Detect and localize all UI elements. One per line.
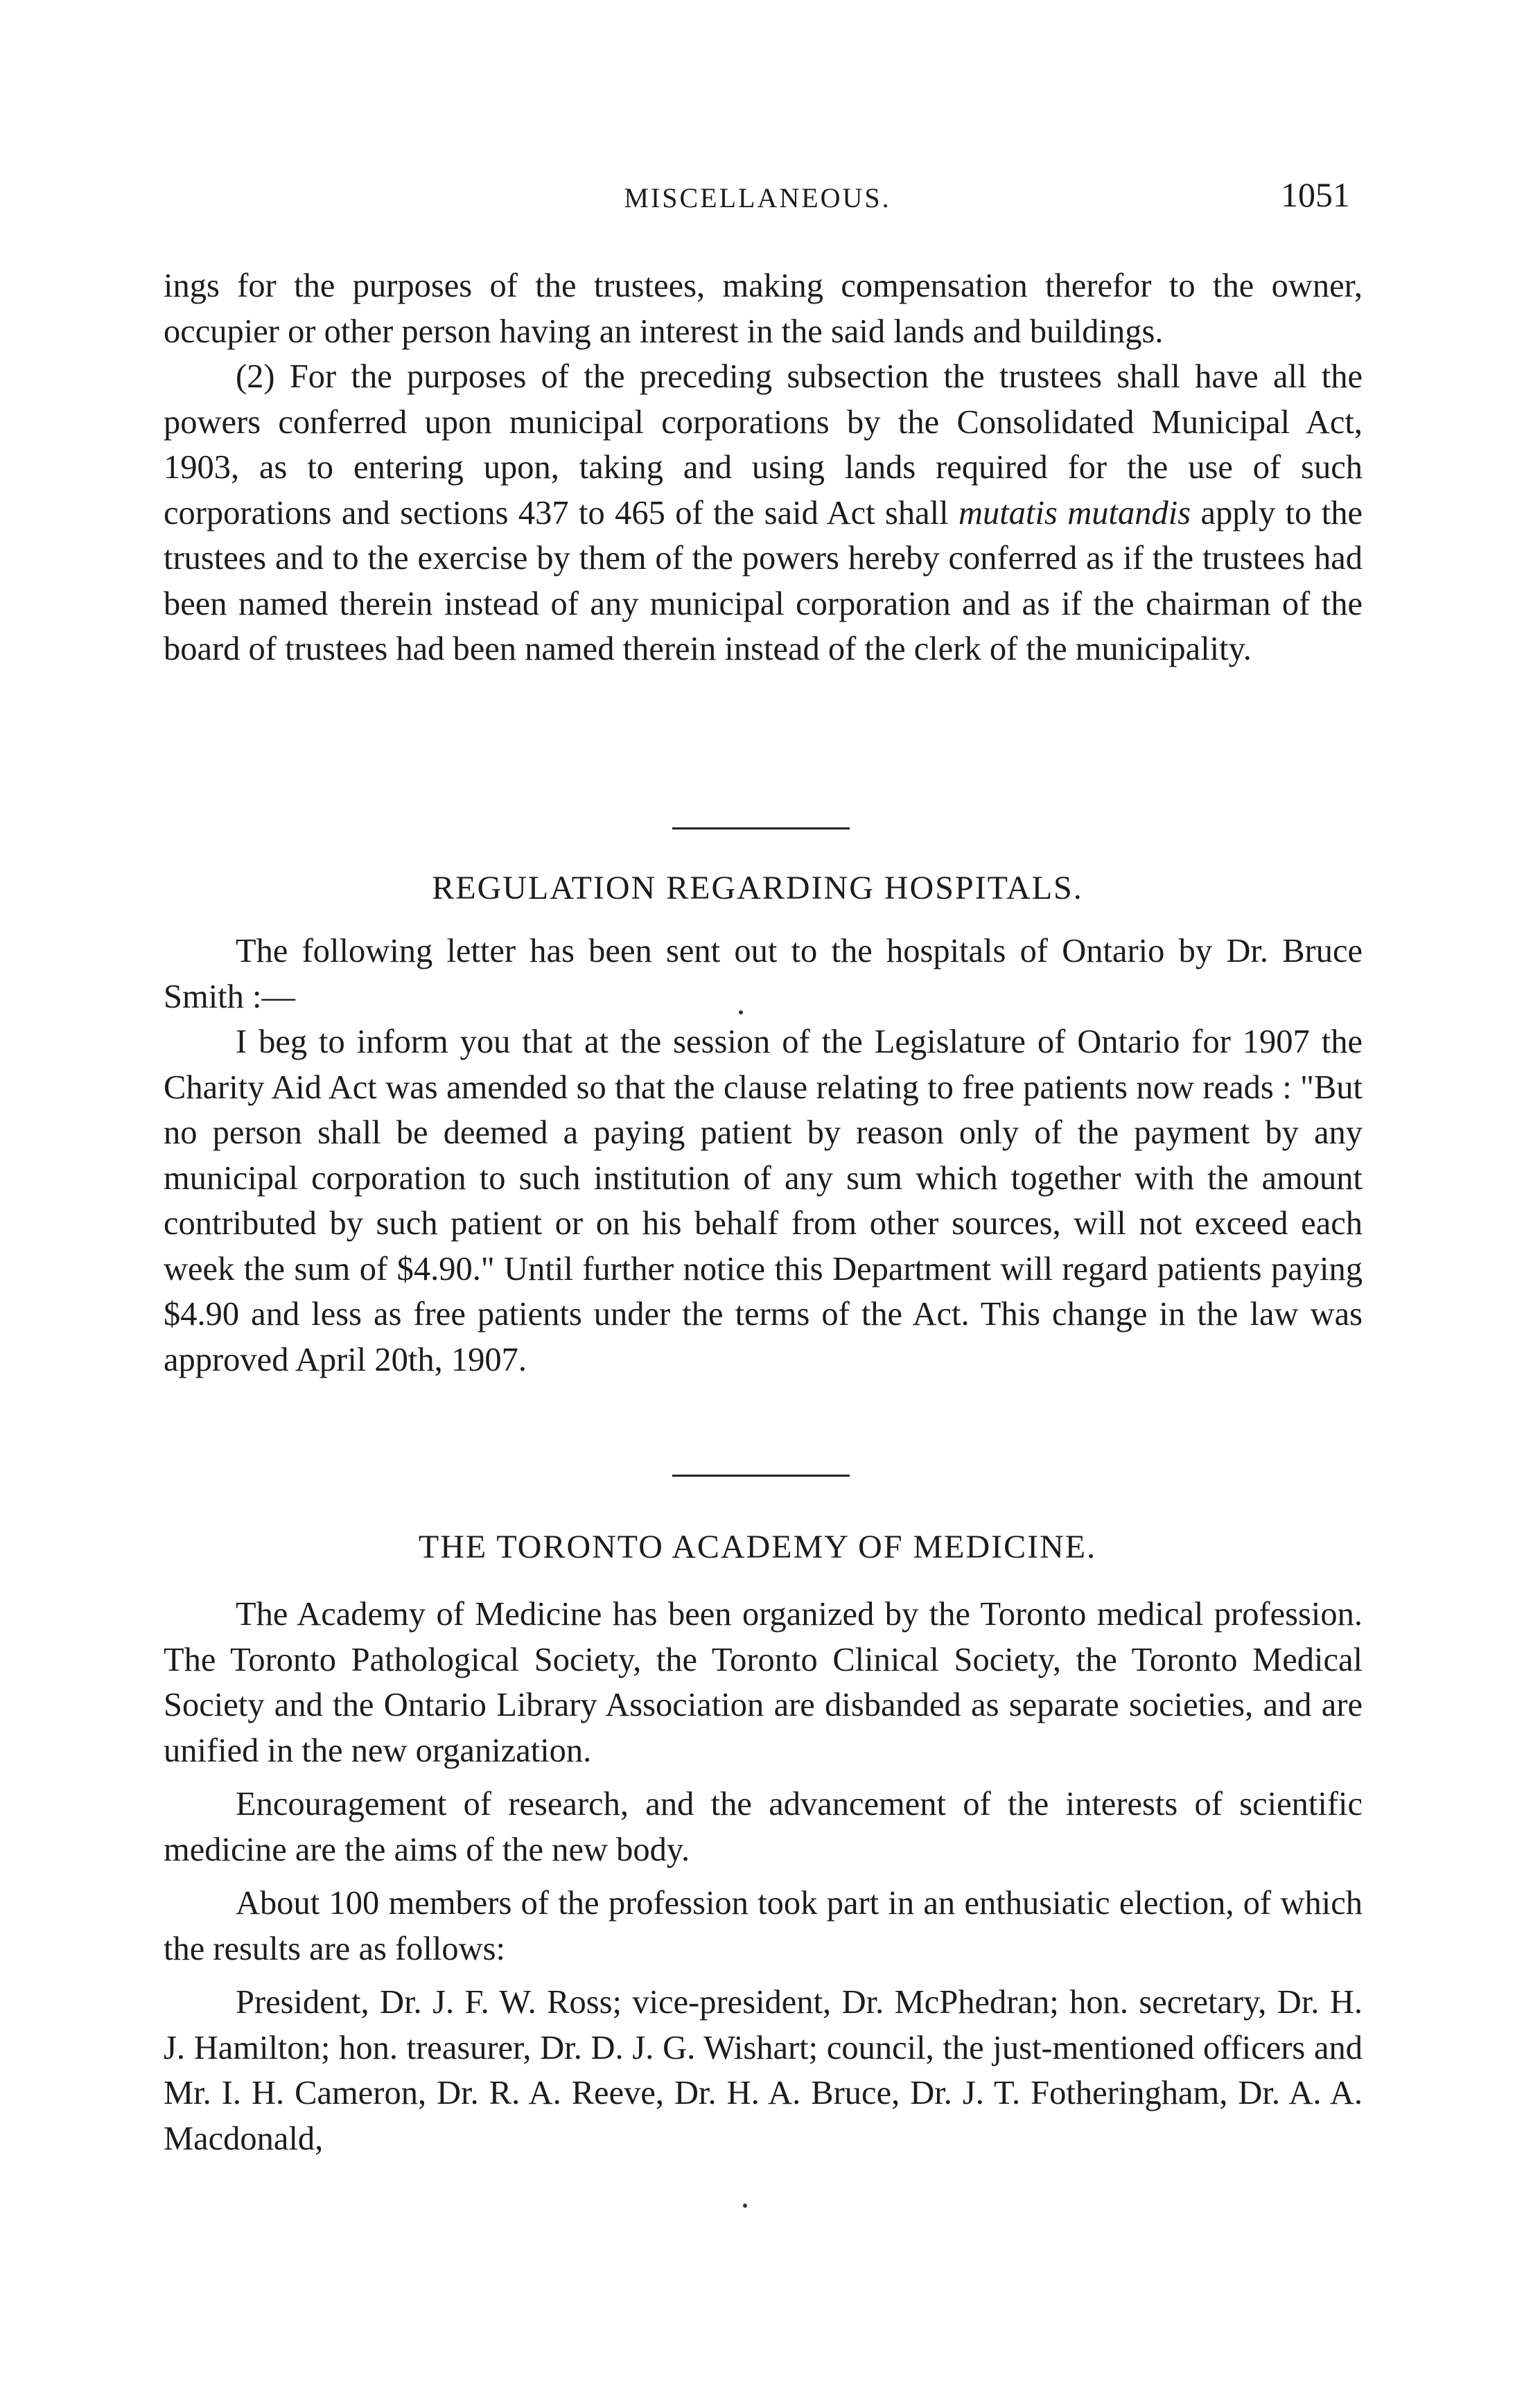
text-run: (2) For the purposes of the preceding subsection the trustees shall have all the powers conferred upon municipal corporations by the Consolidated Municipal Act, 1903, as to entering upon, taking and using lands required for the use of such corporations and sections 437 to 465 of the said Act shall [164,358,1363,531]
italic-phrase: mutatis mutandis [958,494,1191,531]
paragraph: About 100 members of the profession took part in an enthusiatic election, of which the results are as follows: [164,1885,1363,1967]
section-divider [672,827,850,829]
paragraph [164,354,1363,672]
section-heading: THE TORONTO ACADEMY OF MEDICINE. [418,1529,1097,1565]
section-academy-text [164,1592,1363,2161]
section-heading: REGULATION REGARDING HOSPITALS. [432,870,1083,906]
section-hospitals-text [164,929,1363,1382]
paragraph: President, Dr. J. F. W. Ross; vice-president, Dr. McPhedran; hon. secretary, Dr. H. J. Hamilton; hon. treasurer, Dr. D. J. G. Wishart; council, the just-mentioned officers and Mr. I. H. Cameron, Dr. R. A. Reeve, Dr. H. A. Bruce, Dr. J. T. Fotheringham, Dr. A. A. Macdonald, [164,1984,1363,2157]
continuation-text [164,263,1363,672]
paragraph: I beg to inform you that at the session of the Legislature of Ontario for 1907 the Charity Aid Act was amended so that the clause relating to free patients now reads : "But no person shall be deemed a paying patient by reason only of the payment by any municipal corporation to such institution of any sum which together with the amount contributed by such patient or on his behalf from other sources, will not exceed each week the sum of $4.90." Until further notice this Department will regard patients paying $4.90 and less as free patients under the terms of the Act. This change in the law was approved April 20th, 1907. [164,1023,1363,1378]
paragraph: The following letter has been sent out to the hospitals of Ontario by Dr. Bruce Smith :— [164,933,1363,1015]
paragraph: ings for the purposes of the trustees, making compensation therefor to the owner, occupier or other person having an interest in the said lands and buildings. [164,267,1363,350]
running-title: MISCELLANEOUS. [624,182,891,213]
paragraph: The Academy of Medicine has been organized by the Toronto medical profession. The Toronto Pathological Society, the Toronto Clinical Society, the Toronto Medical Society and the Ontario Library Association are disbanded as separate societies, and are unified in the new organization. [164,1596,1363,1769]
section-divider [672,1475,850,1477]
text-run: apply to the trustees and to the exercise by them of the powers hereby conferred as if the trustees had been named therein instead of any municipal corporation and as if the chairman of the board of trustees had been named therein instead of the clerk of the municipality. [164,494,1363,667]
speck [739,1010,743,1014]
page-number: 1051 [1281,175,1350,214]
speck [743,2204,747,2208]
paragraph: Encouragement of research, and the advancement of the interests of scientific medicine are the aims of the new body. [164,1786,1363,1868]
